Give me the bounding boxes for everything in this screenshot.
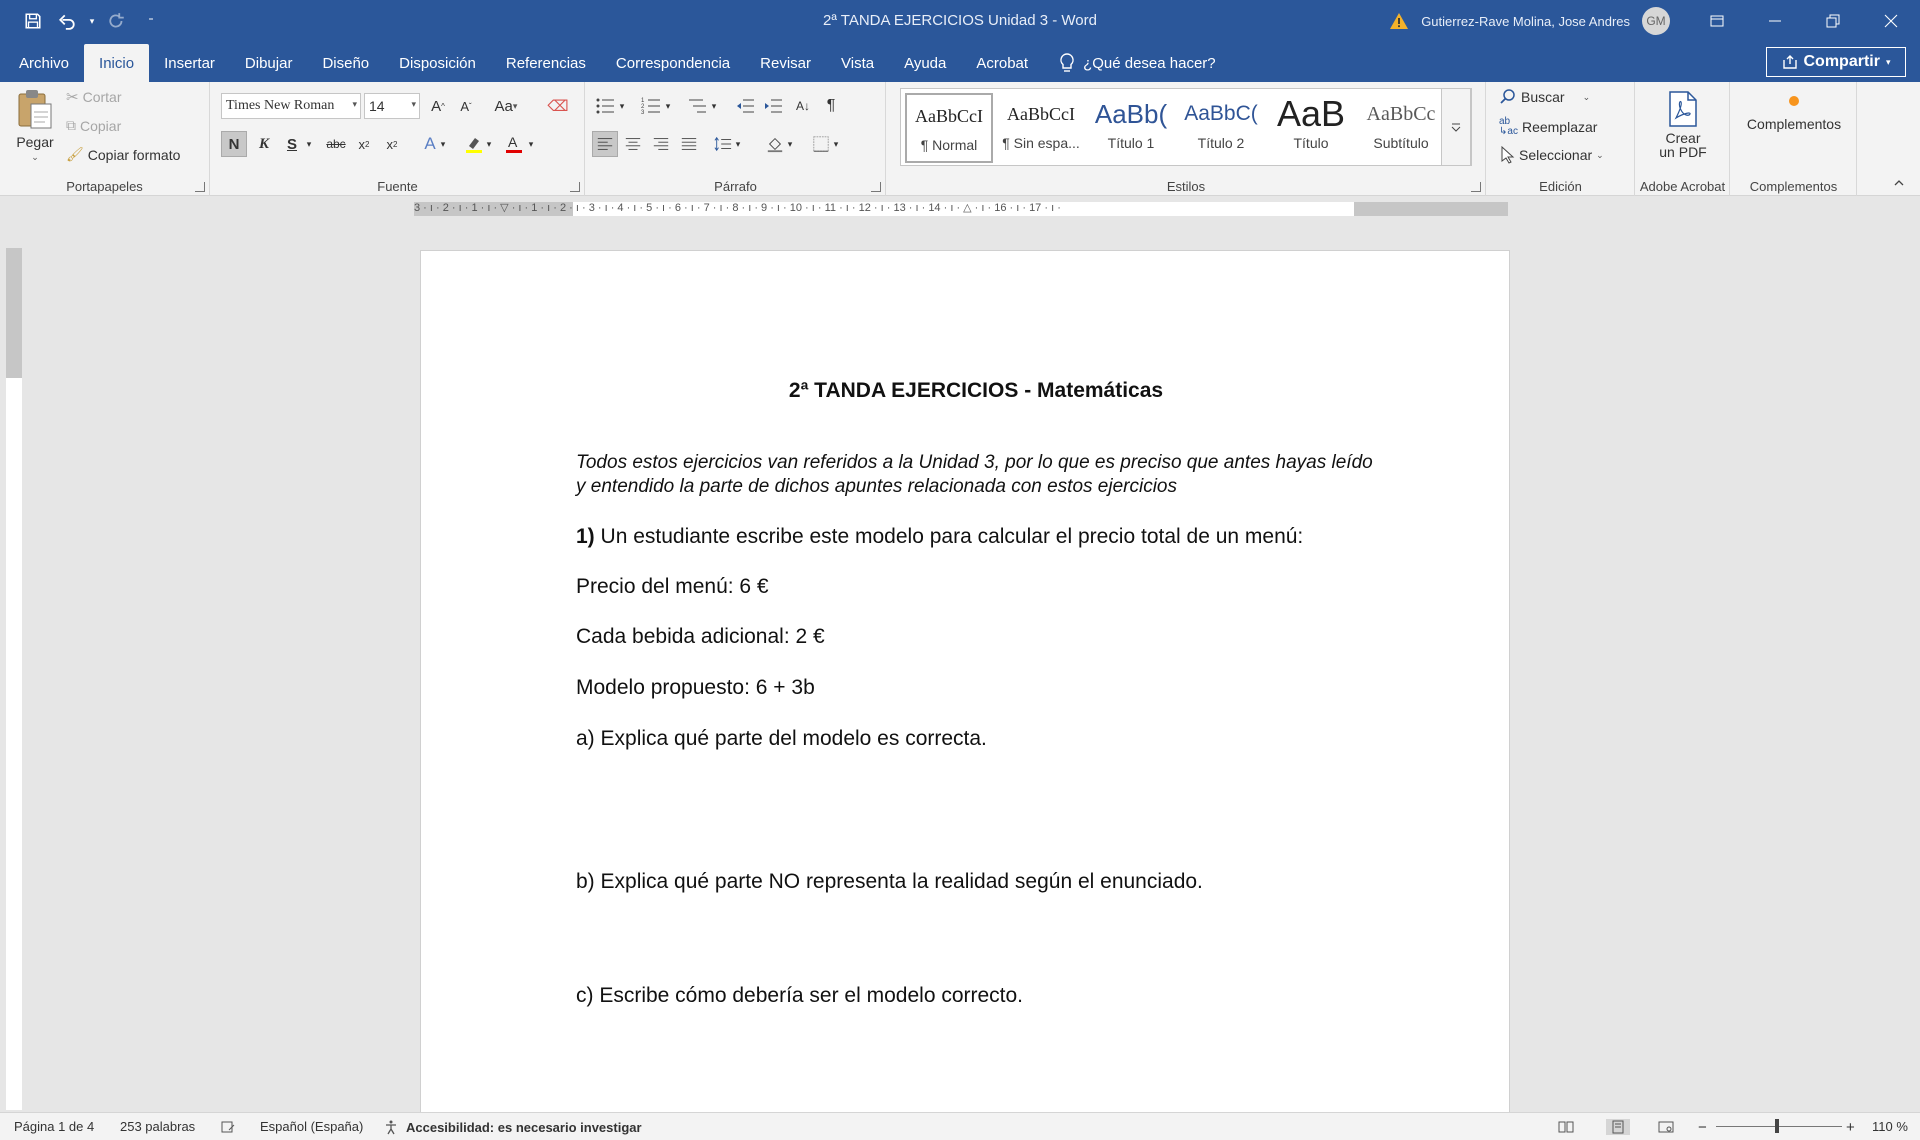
styles-gallery [900,88,1472,166]
svg-text:2: 2 [641,104,645,110]
user-name[interactable]: Gutierrez-Rave Molina, Jose Andres [1421,13,1630,29]
model-line[interactable]: Modelo propuesto: 6 + 3b [576,676,815,699]
format-painter-button[interactable] [66,146,180,163]
user-area [1389,8,1670,34]
group-label-addins: Complementos [1749,179,1838,194]
title-bar [0,0,1920,42]
text-effects-icon[interactable]: A [424,134,436,153]
copy-label: Copiar [80,117,122,134]
paste-dropdown-icon: ⌄ [31,152,39,162]
font-size-combo[interactable] [364,93,420,119]
ribbon [0,82,1920,196]
collapse-ribbon-icon[interactable] [1890,174,1908,192]
vertical-ruler-text-area [6,378,22,1110]
styles-more-icon[interactable] [1441,88,1471,166]
paste-icon [15,88,55,132]
tab-correspondencia[interactable]: Correspondencia [615,54,731,72]
italic-button[interactable]: K [258,135,269,152]
find-button[interactable] [1499,88,1590,106]
question-1[interactable] [576,525,1303,549]
close-icon[interactable] [1862,0,1920,42]
create-pdf-button[interactable] [1636,90,1730,160]
accessibility-icon [384,1119,400,1135]
copy-icon: ⧉ [66,117,76,133]
share-dropdown-icon: ▾ [1885,56,1891,67]
change-case-label: Aa [494,97,513,115]
borders-dropdown-icon[interactable]: ▾ [833,138,839,149]
tab-diseno[interactable]: Diseño [322,54,370,72]
style-normal-label: ¶ Normal [920,137,978,153]
multilevel-dropdown-icon[interactable]: ▾ [711,100,717,111]
zoom-in-icon[interactable]: + [1846,1119,1855,1136]
style-no-spacing-label: ¶ Sin espa... [1002,135,1080,151]
share-button[interactable] [1766,47,1906,77]
find-label: Buscar [1521,89,1565,105]
clear-formatting-icon[interactable]: ⌫ [547,98,569,115]
proofing-icon[interactable] [220,1119,236,1135]
decrease-indent-icon[interactable] [732,93,758,119]
price-line[interactable]: Precio del menú: 6 € [576,575,769,598]
share-label: Compartir [1803,53,1880,70]
tab-archivo[interactable]: Archivo [19,54,70,72]
document-page[interactable] [420,250,1510,1112]
save-icon[interactable] [18,6,48,36]
cut-button[interactable] [66,88,121,106]
style-normal[interactable] [905,93,993,163]
status-bar [0,1112,1920,1140]
tab-insertar[interactable]: Insertar [164,54,215,72]
group-addins [1731,82,1857,196]
style-no-spacing-sample: AaBbCcI [1007,103,1075,124]
horizontal-ruler[interactable] [0,196,1920,222]
paragraph-launcher-icon[interactable] [871,182,881,192]
select-cursor-icon [1499,146,1515,164]
part-a[interactable]: a) Explica qué parte del modelo es correcta. [576,727,987,750]
accessibility-label: Accesibilidad: es necesario investigar [406,1119,642,1135]
create-pdf-label-line1: Crear [1665,130,1701,146]
style-title-label: Título [1293,135,1329,151]
format-painter-label: Copiar formato [87,146,181,163]
ribbon-tabs [4,44,1216,82]
grow-font-icon[interactable]: A ^ [431,97,445,115]
tab-dibujar[interactable]: Dibujar [244,54,293,72]
numbering-dropdown-icon[interactable]: ▾ [665,100,671,111]
show-formatting-marks-icon[interactable]: ¶ [826,97,836,114]
style-subtitle-sample: AaBbCc [1366,102,1436,125]
underline-button[interactable]: S [286,135,297,153]
group-editing [1487,82,1635,196]
tab-inicio[interactable]: Inicio [84,44,149,82]
window-title: 2ª TANDA EJERCICIOS Unidad 3 - Word [823,12,1097,29]
tab-ayuda[interactable]: Ayuda [904,54,947,72]
addins-button[interactable] [1731,96,1857,132]
page-count[interactable]: Página 1 de 4 [14,1119,95,1134]
select-label: Seleccionar [1519,147,1593,163]
group-label-font: Fuente [377,179,418,194]
style-heading-2-label: Título 2 [1197,135,1245,151]
word-count[interactable]: 253 palabras [120,1119,196,1134]
font-name-combo[interactable] [221,93,361,119]
addins-icon [1789,96,1799,106]
highlight-dropdown-icon[interactable]: ▾ [486,138,492,149]
zoom-slider[interactable] [1716,1126,1842,1127]
svg-text:3: 3 [641,110,645,116]
style-subtitle[interactable] [1357,93,1445,163]
underline-dropdown-icon[interactable]: ▾ [306,138,312,149]
change-case-dropdown-icon: ▾ [512,100,518,111]
justify-icon[interactable] [676,131,702,157]
shading-dropdown-icon[interactable]: ▾ [787,138,793,149]
find-dropdown-icon: ⌄ [1582,91,1591,102]
group-paragraph [586,82,886,196]
ribbon-tabs-bar [0,42,1920,82]
print-layout-icon[interactable] [1606,1119,1630,1135]
svg-text:1: 1 [641,98,645,104]
group-label-adobe-acrobat: Adobe Acrobat [1639,179,1726,194]
align-right-icon[interactable] [648,131,674,157]
select-dropdown-icon: ⌄ [1596,149,1604,160]
format-painter-icon: 🖌 [66,146,84,162]
style-heading-1-sample: AaBb( [1094,98,1168,129]
font-color-icon[interactable] [501,131,527,157]
style-no-spacing[interactable] [997,93,1085,163]
tab-revisar[interactable]: Revisar [760,54,812,72]
drink-line[interactable]: Cada bebida adicional: 2 € [576,625,825,648]
font-name-value: Times New Roman [226,98,335,113]
align-left-icon[interactable] [592,131,618,157]
font-launcher-icon[interactable] [570,182,580,192]
find-icon [1499,88,1517,106]
align-center-icon[interactable] [620,131,646,157]
addins-label: Complementos [1746,116,1842,132]
sort-icon[interactable]: A↓ [795,99,810,113]
text-effects-dropdown-icon[interactable]: ▾ [440,138,446,149]
tell-me-box[interactable] [1043,53,1216,73]
group-clipboard [0,82,210,196]
tab-disposicion[interactable]: Disposición [399,54,476,72]
font-color-dropdown-icon[interactable]: ▾ [528,138,534,149]
superscript-icon[interactable]: x 2 [386,136,398,152]
tab-referencias[interactable]: Referencias [505,54,586,72]
quick-access-toolbar [18,6,166,36]
line-spacing-dropdown-icon[interactable]: ▾ [735,138,741,149]
style-heading-2[interactable] [1177,93,1265,163]
change-case-button[interactable] [489,93,523,119]
language[interactable]: Español (España) [260,1119,364,1134]
document-canvas[interactable] [22,222,1920,1112]
group-adobe-acrobat [1636,82,1730,196]
undo-dropdown-icon[interactable]: ▾ [89,15,95,26]
styles-launcher-icon[interactable] [1471,182,1481,192]
subscript-icon[interactable]: x 2 [358,136,370,152]
multilevel-list-icon[interactable] [684,93,710,119]
create-pdf-label-line2: un PDF [1659,144,1707,160]
style-title[interactable] [1267,93,1355,163]
ribbon-display-options-icon[interactable] [1688,0,1746,42]
ruler-numbers: 3 · ı · 2 · ı · 1 · ı · ▽ · ı · 1 · ı · 2 · ı · 3 · ı · 4 · ı · 5 · ı · 6 · ı · 7 · ı · 8 · ı · 9 · ı · 10 · ı · 11 · ı · 12 · ı · 13 · ı · 14 · ı · △ · ı · 16 · ı · 17 · ı · [414,202,1061,214]
intro-paragraph[interactable]: Todos estos ejercicios van referidos a la Unidad 3, por lo que es preciso que antes hayas leído y entendido la parte de dichos apuntes relacionada con estos ejercicios [576,452,1373,497]
question-1-number: 1) [576,525,595,548]
part-b[interactable]: b) Explica qué parte NO representa la realidad según el enunciado. [576,870,1203,893]
redo-icon[interactable] [102,6,132,36]
style-subtitle-label: Subtítulo [1373,135,1429,151]
tab-vista[interactable]: Vista [841,54,875,72]
numbering-icon[interactable] [638,93,664,119]
clipboard-launcher-icon[interactable] [195,182,205,192]
strikethrough-button[interactable]: abc [326,137,346,151]
style-normal-sample: AaBbCcI [915,105,983,126]
zoom-slider-thumb[interactable] [1775,1119,1779,1133]
font-size-value: 14 [369,98,385,114]
select-button[interactable] [1499,146,1604,164]
cut-icon: ✂ [66,89,79,106]
document-title[interactable]: 2ª TANDA EJERCICIOS - Matemáticas [788,379,1164,402]
increase-indent-icon[interactable] [760,93,786,119]
avatar[interactable]: GM [1642,7,1670,35]
group-font [211,82,585,196]
style-heading-2-sample: AaBbC( [1184,102,1258,125]
replace-label: Reemplazar [1521,119,1598,135]
accessibility-status[interactable] [384,1119,642,1135]
style-title-sample: AaB [1276,93,1346,134]
font-name-dropdown-icon[interactable]: ▾ [352,99,357,109]
zoom-level[interactable]: 110 % [1872,1119,1908,1134]
paste-button[interactable] [12,88,58,163]
bullets-dropdown-icon[interactable]: ▾ [619,100,625,111]
replace-icon: ab ↳ac [1499,116,1518,137]
share-icon [1782,54,1798,70]
customize-qat-icon[interactable]: ⁼ [148,15,154,27]
group-label-editing: Edición [1539,179,1582,194]
bold-button[interactable]: N [221,131,247,157]
question-1-text: Un estudiante escribe este modelo para calcular el precio total de un menú: [594,525,1304,548]
zoom-out-icon[interactable]: − [1698,1119,1707,1136]
lightbulb-icon [1059,53,1075,73]
read-mode-icon[interactable] [1558,1119,1574,1135]
part-c[interactable]: c) Escribe cómo debería ser el modelo correcto. [576,984,1024,1007]
tell-me-label: ¿Qué desea hacer? [1083,54,1216,72]
group-label-styles: Estilos [1166,179,1206,194]
group-label-clipboard: Portapapeles [66,179,143,194]
style-heading-1[interactable] [1087,93,1175,163]
web-layout-icon[interactable] [1658,1119,1674,1135]
paste-label: Pegar [16,134,54,150]
shrink-font-icon[interactable]: A ˇ [460,98,472,114]
minimize-icon[interactable] [1746,0,1804,42]
cut-label: Cortar [82,89,122,105]
restore-icon[interactable] [1804,0,1862,42]
create-pdf-icon [1666,90,1700,128]
style-heading-1-label: Título 1 [1107,135,1155,151]
font-size-dropdown-icon[interactable]: ▾ [411,99,416,109]
tab-acrobat[interactable]: Acrobat [976,54,1029,72]
bullets-icon[interactable] [592,93,618,119]
group-label-paragraph: Párrafo [714,179,757,194]
window-controls [1688,0,1920,42]
replace-button[interactable] [1499,117,1597,137]
copy-button[interactable] [66,117,121,134]
undo-icon[interactable] [52,6,82,36]
warning-icon[interactable] [1389,12,1409,30]
svg-text:A: A [508,134,518,150]
